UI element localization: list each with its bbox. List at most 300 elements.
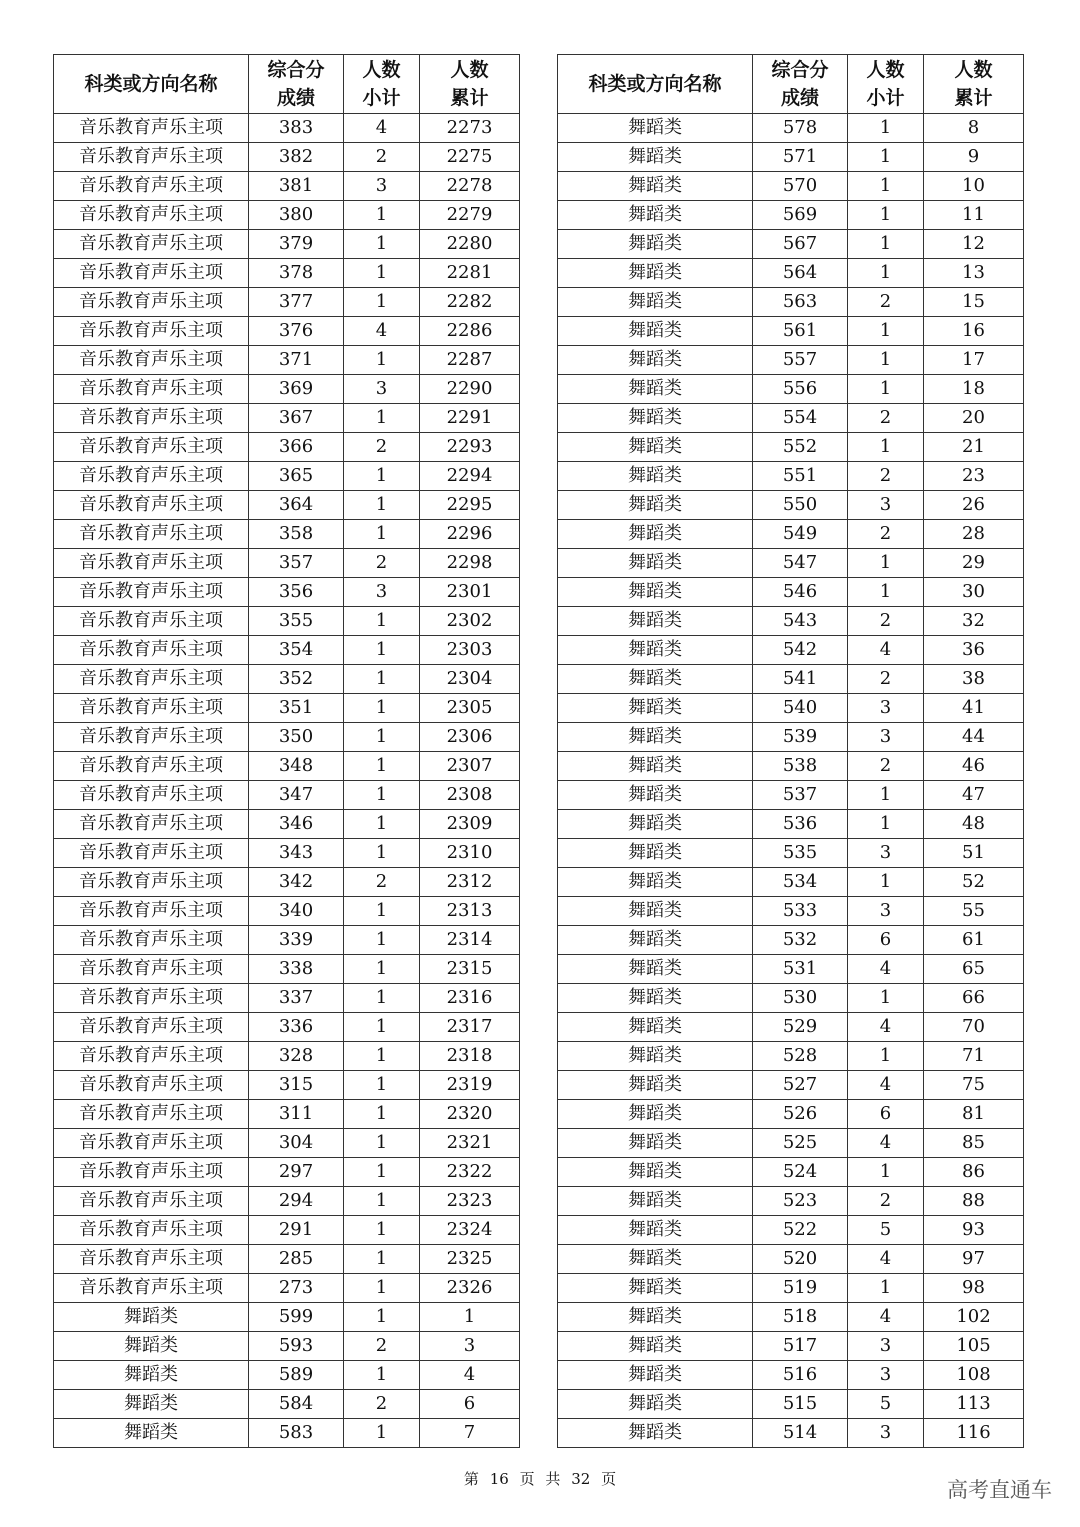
cell-count: 4 [848, 1303, 924, 1332]
cell-score: 554 [753, 404, 848, 433]
cell-name: 舞蹈类 [558, 1042, 753, 1071]
cell-cumulative: 2290 [420, 375, 520, 404]
cell-name: 音乐教育声乐主项 [54, 1158, 249, 1187]
cell-count: 1 [344, 288, 420, 317]
cell-cumulative: 2295 [420, 491, 520, 520]
cell-score: 328 [249, 1042, 344, 1071]
cell-name: 音乐教育声乐主项 [54, 636, 249, 665]
cell-count: 1 [848, 578, 924, 607]
cell-score: 549 [753, 520, 848, 549]
cell-score: 297 [249, 1158, 344, 1187]
cell-cumulative: 2279 [420, 201, 520, 230]
cell-cumulative: 2281 [420, 259, 520, 288]
cell-count: 3 [848, 694, 924, 723]
cell-score: 599 [249, 1303, 344, 1332]
cell-name: 舞蹈类 [54, 1332, 249, 1361]
cell-cumulative: 2316 [420, 984, 520, 1013]
cell-name: 舞蹈类 [558, 172, 753, 201]
cell-cumulative: 8 [924, 114, 1024, 143]
cell-count: 1 [848, 114, 924, 143]
table-row [54, 1216, 520, 1245]
cell-score: 346 [249, 810, 344, 839]
table-row [54, 1390, 520, 1419]
cell-name: 舞蹈类 [558, 1216, 753, 1245]
cell-name: 音乐教育声乐主项 [54, 346, 249, 375]
cell-score: 537 [753, 781, 848, 810]
table-row [558, 1332, 1024, 1361]
cell-count: 1 [848, 230, 924, 259]
cell-count: 3 [344, 172, 420, 201]
cell-score: 336 [249, 1013, 344, 1042]
cell-name: 音乐教育声乐主项 [54, 868, 249, 897]
cell-score: 355 [249, 607, 344, 636]
footer-prefix: 第 [463, 1470, 479, 1488]
cell-count: 3 [848, 897, 924, 926]
cell-count: 1 [344, 694, 420, 723]
cell-cumulative: 10 [924, 172, 1024, 201]
table-row [558, 955, 1024, 984]
cell-name: 音乐教育声乐主项 [54, 1100, 249, 1129]
cell-score: 567 [753, 230, 848, 259]
cell-cumulative: 2325 [420, 1245, 520, 1274]
cell-score: 523 [753, 1187, 848, 1216]
cell-cumulative: 108 [924, 1361, 1024, 1390]
cell-count: 1 [848, 810, 924, 839]
cell-count: 1 [848, 781, 924, 810]
table-row [558, 375, 1024, 404]
cell-score: 315 [249, 1071, 344, 1100]
cell-score: 377 [249, 288, 344, 317]
cell-name: 音乐教育声乐主项 [54, 926, 249, 955]
table-row [54, 1274, 520, 1303]
cell-cumulative: 2304 [420, 665, 520, 694]
cell-count: 1 [848, 1158, 924, 1187]
table-row [558, 984, 1024, 1013]
cell-score: 339 [249, 926, 344, 955]
cell-score: 379 [249, 230, 344, 259]
cell-name: 舞蹈类 [558, 665, 753, 694]
cell-score: 369 [249, 375, 344, 404]
cell-count: 3 [848, 1332, 924, 1361]
cell-score: 557 [753, 346, 848, 375]
cell-cumulative: 98 [924, 1274, 1024, 1303]
table-row [54, 1158, 520, 1187]
cell-name: 音乐教育声乐主项 [54, 491, 249, 520]
cell-score: 583 [249, 1419, 344, 1448]
cell-score: 527 [753, 1071, 848, 1100]
table-row [54, 723, 520, 752]
cell-name: 舞蹈类 [54, 1419, 249, 1448]
cell-cumulative: 23 [924, 462, 1024, 491]
cell-count: 1 [344, 346, 420, 375]
table-row [558, 1245, 1024, 1274]
cell-name: 舞蹈类 [558, 636, 753, 665]
cell-score: 291 [249, 1216, 344, 1245]
cell-score: 273 [249, 1274, 344, 1303]
cell-score: 584 [249, 1390, 344, 1419]
cell-cumulative: 2317 [420, 1013, 520, 1042]
cell-cumulative: 28 [924, 520, 1024, 549]
cell-cumulative: 46 [924, 752, 1024, 781]
cell-count: 2 [848, 520, 924, 549]
table-row [558, 549, 1024, 578]
cell-cumulative: 2278 [420, 172, 520, 201]
table-row [558, 694, 1024, 723]
cell-count: 3 [848, 723, 924, 752]
cell-score: 371 [249, 346, 344, 375]
cell-name: 舞蹈类 [558, 259, 753, 288]
cell-name: 音乐教育声乐主项 [54, 520, 249, 549]
table-row [54, 810, 520, 839]
table-row [54, 1100, 520, 1129]
cell-cumulative: 51 [924, 839, 1024, 868]
cell-cumulative: 65 [924, 955, 1024, 984]
cell-count: 1 [344, 201, 420, 230]
cell-count: 1 [344, 1187, 420, 1216]
table-row [558, 462, 1024, 491]
cell-score: 551 [753, 462, 848, 491]
cell-name: 音乐教育声乐主项 [54, 665, 249, 694]
cell-score: 285 [249, 1245, 344, 1274]
cell-score: 351 [249, 694, 344, 723]
cell-count: 1 [344, 926, 420, 955]
cell-count: 1 [344, 259, 420, 288]
cell-score: 381 [249, 172, 344, 201]
table-row [558, 433, 1024, 462]
table-row [54, 1361, 520, 1390]
cell-name: 音乐教育声乐主项 [54, 955, 249, 984]
cell-score: 367 [249, 404, 344, 433]
table-row [558, 723, 1024, 752]
cell-cumulative: 16 [924, 317, 1024, 346]
table-row [54, 375, 520, 404]
table-row [558, 317, 1024, 346]
cell-score: 541 [753, 665, 848, 694]
cell-cumulative: 17 [924, 346, 1024, 375]
cell-score: 380 [249, 201, 344, 230]
cell-name: 舞蹈类 [558, 868, 753, 897]
cell-name: 音乐教育声乐主项 [54, 607, 249, 636]
cell-count: 1 [344, 955, 420, 984]
cell-name: 舞蹈类 [558, 897, 753, 926]
cell-name: 音乐教育声乐主项 [54, 1129, 249, 1158]
cell-count: 1 [344, 665, 420, 694]
cell-cumulative: 2305 [420, 694, 520, 723]
table-row [54, 317, 520, 346]
cell-score: 526 [753, 1100, 848, 1129]
cell-name: 舞蹈类 [558, 1245, 753, 1274]
cell-cumulative: 36 [924, 636, 1024, 665]
cell-cumulative: 86 [924, 1158, 1024, 1187]
cell-name: 音乐教育声乐主项 [54, 201, 249, 230]
cell-count: 1 [344, 1216, 420, 1245]
table-row [558, 1013, 1024, 1042]
cell-name: 音乐教育声乐主项 [54, 1013, 249, 1042]
cell-name: 音乐教育声乐主项 [54, 897, 249, 926]
table-row [558, 897, 1024, 926]
table-row [54, 1129, 520, 1158]
cell-cumulative: 2322 [420, 1158, 520, 1187]
cell-count: 1 [344, 1129, 420, 1158]
table-row [54, 1245, 520, 1274]
cell-cumulative: 116 [924, 1419, 1024, 1448]
table-row [54, 926, 520, 955]
cell-cumulative: 52 [924, 868, 1024, 897]
cell-cumulative: 75 [924, 1071, 1024, 1100]
cell-score: 536 [753, 810, 848, 839]
cell-name: 舞蹈类 [558, 1129, 753, 1158]
cell-name: 音乐教育声乐主项 [54, 143, 249, 172]
cell-score: 593 [249, 1332, 344, 1361]
cell-name: 舞蹈类 [558, 1361, 753, 1390]
table-row [54, 288, 520, 317]
header-name: 科类或方向名称 [54, 55, 249, 114]
cell-name: 舞蹈类 [558, 810, 753, 839]
cell-count: 1 [344, 462, 420, 491]
table-header-row [54, 55, 520, 114]
cell-count: 2 [848, 288, 924, 317]
cell-score: 529 [753, 1013, 848, 1042]
cell-count: 2 [344, 433, 420, 462]
cell-cumulative: 105 [924, 1332, 1024, 1361]
watermark: 高考直通车 [947, 1478, 1052, 1502]
cell-name: 舞蹈类 [558, 375, 753, 404]
cell-count: 1 [848, 984, 924, 1013]
cell-cumulative: 1 [420, 1303, 520, 1332]
cell-name: 音乐教育声乐主项 [54, 172, 249, 201]
cell-cumulative: 30 [924, 578, 1024, 607]
cell-cumulative: 70 [924, 1013, 1024, 1042]
header-cumulative: 人数 累计 [420, 55, 520, 114]
cell-score: 342 [249, 868, 344, 897]
cell-count: 1 [344, 1100, 420, 1129]
cell-score: 532 [753, 926, 848, 955]
cell-count: 1 [344, 1158, 420, 1187]
table-row [558, 404, 1024, 433]
table-row [54, 230, 520, 259]
table-row [558, 1158, 1024, 1187]
cell-name: 舞蹈类 [558, 694, 753, 723]
cell-score: 561 [753, 317, 848, 346]
table-row [54, 955, 520, 984]
cell-count: 4 [848, 1245, 924, 1274]
cell-name: 舞蹈类 [558, 839, 753, 868]
cell-cumulative: 47 [924, 781, 1024, 810]
table-row [54, 665, 520, 694]
table-row [558, 810, 1024, 839]
cell-name: 舞蹈类 [558, 1013, 753, 1042]
cell-name: 舞蹈类 [558, 781, 753, 810]
table-row [54, 404, 520, 433]
cell-cumulative: 32 [924, 607, 1024, 636]
table-row [558, 926, 1024, 955]
cell-name: 舞蹈类 [558, 404, 753, 433]
cell-cumulative: 13 [924, 259, 1024, 288]
cell-score: 525 [753, 1129, 848, 1158]
cell-count: 3 [848, 839, 924, 868]
cell-score: 518 [753, 1303, 848, 1332]
cell-cumulative: 6 [420, 1390, 520, 1419]
cell-cumulative: 2318 [420, 1042, 520, 1071]
table-row [54, 578, 520, 607]
cell-name: 舞蹈类 [558, 1100, 753, 1129]
cell-count: 4 [344, 114, 420, 143]
cell-count: 1 [848, 143, 924, 172]
cell-count: 4 [848, 1071, 924, 1100]
table-row [54, 1013, 520, 1042]
table-row [558, 1042, 1024, 1071]
table-row [558, 578, 1024, 607]
cell-count: 1 [344, 1274, 420, 1303]
cell-name: 舞蹈类 [558, 984, 753, 1013]
cell-count: 1 [344, 752, 420, 781]
cell-count: 1 [848, 259, 924, 288]
cell-score: 520 [753, 1245, 848, 1274]
cell-score: 564 [753, 259, 848, 288]
cell-score: 343 [249, 839, 344, 868]
cell-count: 1 [344, 897, 420, 926]
cell-cumulative: 2310 [420, 839, 520, 868]
cell-name: 舞蹈类 [558, 723, 753, 752]
cell-score: 347 [249, 781, 344, 810]
cell-count: 3 [344, 578, 420, 607]
table-row [54, 839, 520, 868]
cell-score: 535 [753, 839, 848, 868]
cell-name: 舞蹈类 [558, 1158, 753, 1187]
cell-name: 舞蹈类 [558, 288, 753, 317]
cell-cumulative: 2308 [420, 781, 520, 810]
cell-cumulative: 66 [924, 984, 1024, 1013]
cell-name: 音乐教育声乐主项 [54, 1245, 249, 1274]
cell-cumulative: 2294 [420, 462, 520, 491]
cell-name: 舞蹈类 [558, 955, 753, 984]
cell-count: 1 [344, 781, 420, 810]
cell-cumulative: 2287 [420, 346, 520, 375]
header-cumulative: 人数 累计 [924, 55, 1024, 114]
table-row [54, 636, 520, 665]
table-row [54, 752, 520, 781]
cell-score: 550 [753, 491, 848, 520]
cell-cumulative: 2302 [420, 607, 520, 636]
cell-count: 1 [344, 723, 420, 752]
cell-cumulative: 2323 [420, 1187, 520, 1216]
table-row [558, 143, 1024, 172]
table-row [558, 636, 1024, 665]
table-row [558, 230, 1024, 259]
cell-count: 1 [848, 317, 924, 346]
cell-cumulative: 71 [924, 1042, 1024, 1071]
cell-score: 578 [753, 114, 848, 143]
cell-name: 音乐教育声乐主项 [54, 1071, 249, 1100]
cell-score: 515 [753, 1390, 848, 1419]
cell-cumulative: 44 [924, 723, 1024, 752]
cell-cumulative: 7 [420, 1419, 520, 1448]
cell-cumulative: 2326 [420, 1274, 520, 1303]
cell-score: 357 [249, 549, 344, 578]
header-score: 综合分 成绩 [753, 55, 848, 114]
cell-count: 4 [344, 317, 420, 346]
cell-count: 1 [344, 839, 420, 868]
cell-name: 舞蹈类 [558, 607, 753, 636]
table-row [558, 1216, 1024, 1245]
cell-name: 音乐教育声乐主项 [54, 317, 249, 346]
header-count: 人数 小计 [848, 55, 924, 114]
cell-count: 2 [848, 404, 924, 433]
cell-count: 1 [344, 1071, 420, 1100]
footer-mid2: 共 [545, 1470, 561, 1488]
cell-name: 舞蹈类 [558, 926, 753, 955]
table-row [558, 1274, 1024, 1303]
cell-count: 2 [344, 868, 420, 897]
cell-cumulative: 48 [924, 810, 1024, 839]
cell-score: 348 [249, 752, 344, 781]
cell-name: 音乐教育声乐主项 [54, 114, 249, 143]
cell-score: 352 [249, 665, 344, 694]
cell-score: 533 [753, 897, 848, 926]
cell-cumulative: 3 [420, 1332, 520, 1361]
footer-total-pages: 32 [571, 1470, 591, 1488]
cell-score: 365 [249, 462, 344, 491]
table-row [54, 114, 520, 143]
cell-cumulative: 29 [924, 549, 1024, 578]
cell-score: 534 [753, 868, 848, 897]
cell-name: 音乐教育声乐主项 [54, 288, 249, 317]
table-row [558, 1303, 1024, 1332]
cell-count: 1 [344, 230, 420, 259]
cell-name: 音乐教育声乐主项 [54, 259, 249, 288]
cell-name: 舞蹈类 [558, 114, 753, 143]
cell-cumulative: 2309 [420, 810, 520, 839]
cell-cumulative: 2324 [420, 1216, 520, 1245]
cell-cumulative: 55 [924, 897, 1024, 926]
cell-cumulative: 2298 [420, 549, 520, 578]
cell-score: 356 [249, 578, 344, 607]
cell-score: 337 [249, 984, 344, 1013]
cell-count: 2 [344, 1332, 420, 1361]
cell-cumulative: 21 [924, 433, 1024, 462]
cell-count: 1 [848, 201, 924, 230]
cell-count: 1 [344, 1245, 420, 1274]
cell-cumulative: 93 [924, 1216, 1024, 1245]
cell-name: 舞蹈类 [558, 1187, 753, 1216]
cell-score: 528 [753, 1042, 848, 1071]
header-count: 人数 小计 [344, 55, 420, 114]
table-row [558, 1419, 1024, 1448]
page-footer [0, 1468, 1080, 1489]
cell-count: 1 [344, 1419, 420, 1448]
cell-score: 383 [249, 114, 344, 143]
table-row [54, 433, 520, 462]
table-row [558, 1100, 1024, 1129]
cell-count: 2 [848, 1187, 924, 1216]
table-row [558, 172, 1024, 201]
cell-cumulative: 15 [924, 288, 1024, 317]
cell-cumulative: 2280 [420, 230, 520, 259]
cell-count: 1 [344, 607, 420, 636]
cell-name: 音乐教育声乐主项 [54, 984, 249, 1013]
table-row [558, 259, 1024, 288]
cell-cumulative: 4 [420, 1361, 520, 1390]
cell-count: 5 [848, 1390, 924, 1419]
cell-name: 音乐教育声乐主项 [54, 694, 249, 723]
cell-score: 530 [753, 984, 848, 1013]
table-row [558, 520, 1024, 549]
table-row [54, 1332, 520, 1361]
table-row [54, 462, 520, 491]
cell-name: 舞蹈类 [558, 201, 753, 230]
cell-name: 舞蹈类 [54, 1303, 249, 1332]
cell-score: 538 [753, 752, 848, 781]
